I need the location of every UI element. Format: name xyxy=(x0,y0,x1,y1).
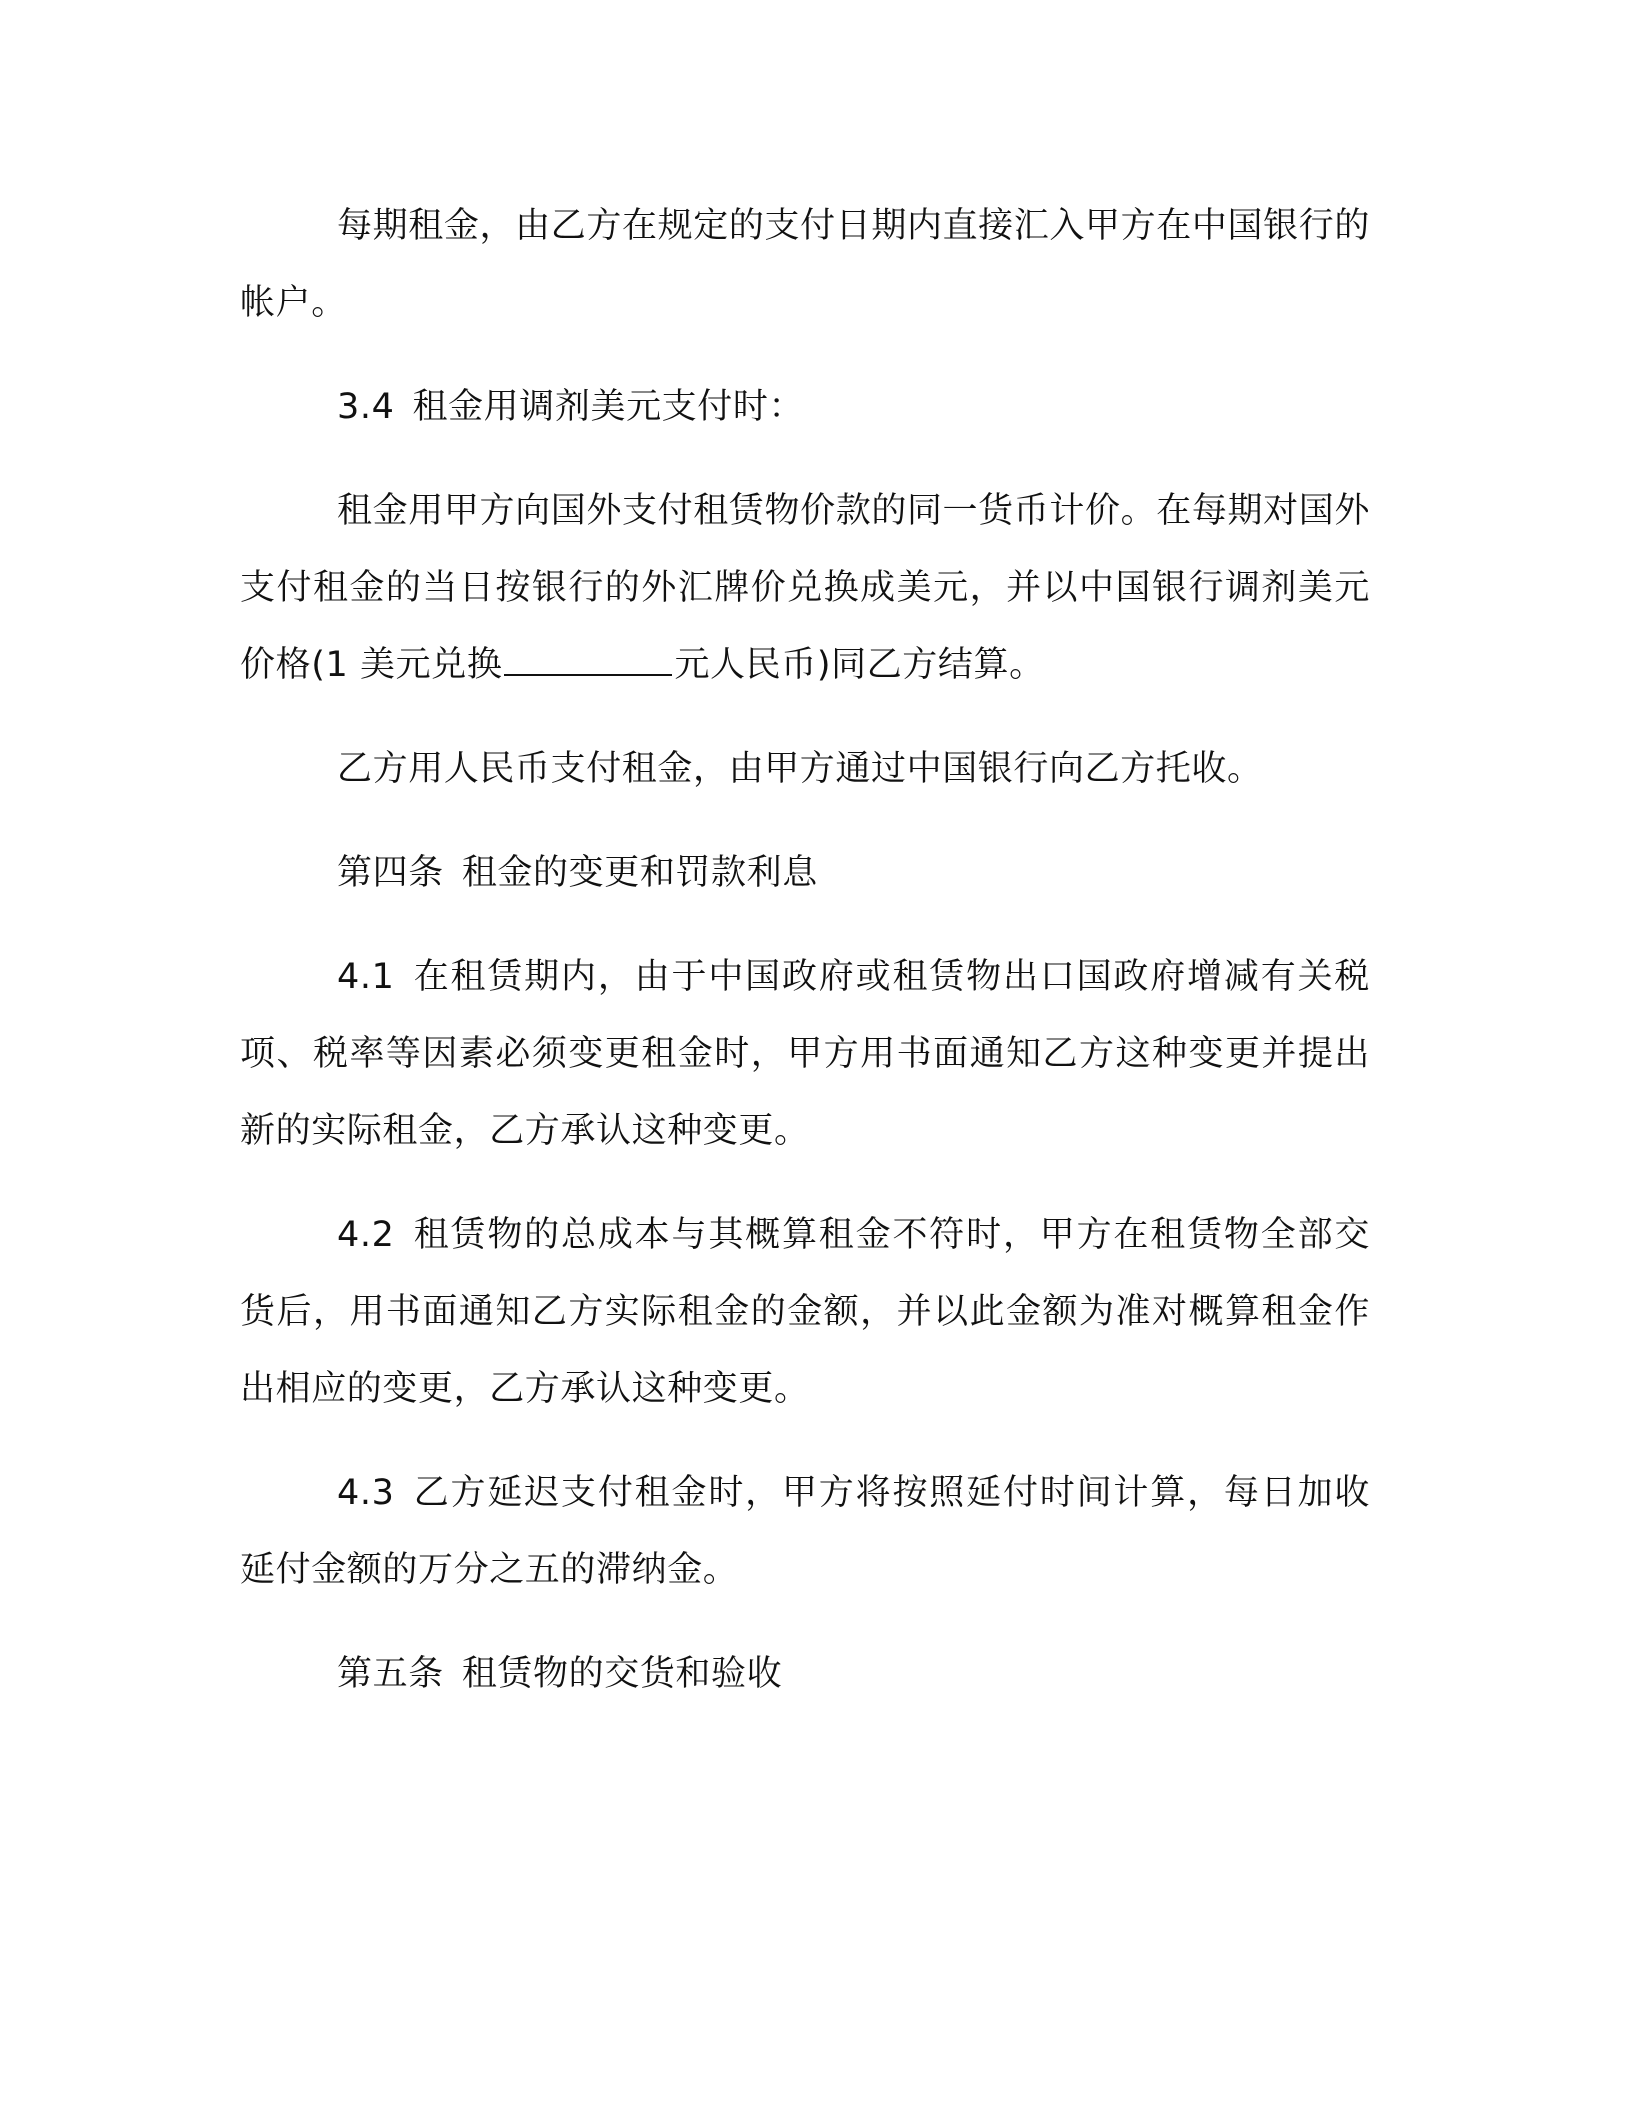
paragraph-payment-bank xyxy=(240,188,1370,342)
article-title: 租赁物的交货和验收 xyxy=(461,1654,783,1694)
paragraph-text: 乙方用人民币支付租金，由甲方通过中国银行向乙方托收。 xyxy=(337,749,1263,789)
clause-number: 4.3 xyxy=(337,1473,395,1513)
clause-number: 4.1 xyxy=(337,957,395,997)
paragraph-text: 乙方延迟支付租金时，甲方将按照延付时间计算，每日加收延付金额的万分之五的滞纳金。 xyxy=(240,1473,1370,1590)
paragraph-4-2 xyxy=(240,1197,1370,1428)
paragraph-3-4 xyxy=(240,369,1370,446)
paragraph-text: 租金用甲方向国外支付租赁物价款的同一货币计价。在每期对国外支付租金的当日按银行的外汇牌价兑换成美元，并以中国银行调剂美元价格(1 美元兑换 xyxy=(240,491,1370,685)
article-4-heading xyxy=(240,835,1370,912)
paragraph-text: 在租赁期内，由于中国政府或租赁物出口国政府增减有关税项、税率等因素必须变更租金时，甲方用书面通知乙方这种变更并提出新的实际租金，乙方承认这种变更。 xyxy=(240,957,1370,1151)
paragraph-text: 租赁物的总成本与其概算租金不符时，甲方在租赁物全部交货后，用书面通知乙方实际租金的金额，并以此金额为准对概算租金作出相应的变更，乙方承认这种变更。 xyxy=(240,1215,1370,1409)
paragraph-text: 每期租金，由乙方在规定的支付日期内直接汇入甲方在中国银行的帐户。 xyxy=(240,206,1370,323)
paragraph-4-3 xyxy=(240,1455,1370,1609)
paragraph-text: 元人民币)同乙方结算。 xyxy=(674,645,1045,685)
paragraph-4-1 xyxy=(240,939,1370,1170)
clause-number: 3.4 xyxy=(337,387,395,427)
article-number: 第四条 xyxy=(337,853,444,893)
paragraph-text: 租金用调剂美元支付时： xyxy=(412,387,805,427)
clause-number: 4.2 xyxy=(337,1215,395,1255)
article-title: 租金的变更和罚款利息 xyxy=(461,853,818,893)
paragraph-usd-pricing xyxy=(240,473,1370,704)
article-number: 第五条 xyxy=(337,1654,444,1694)
document-page xyxy=(240,188,1370,1740)
exchange-rate-blank xyxy=(504,646,672,676)
paragraph-rmb-payment xyxy=(240,731,1370,808)
article-5-heading xyxy=(240,1636,1370,1713)
